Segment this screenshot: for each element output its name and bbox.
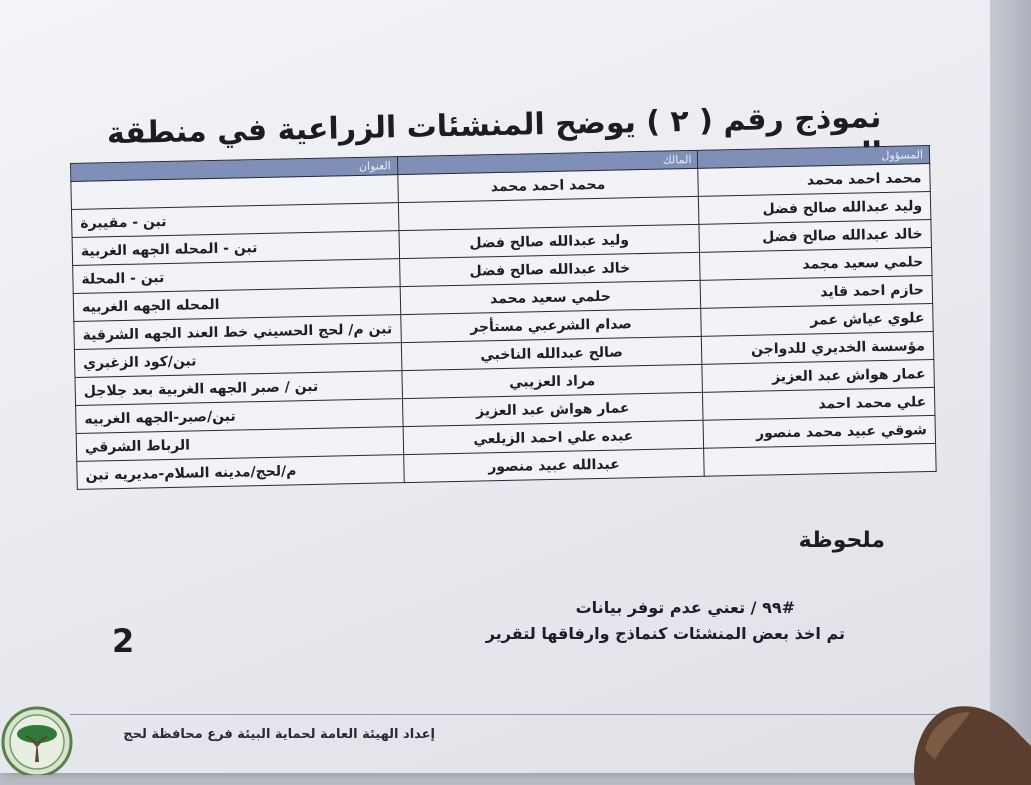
cell-responsible: محمد احمد محمد xyxy=(698,163,930,196)
cell-owner: حلمي سعيد محمد xyxy=(400,280,701,314)
cell-address: المحله الجهه الغربيه xyxy=(73,287,400,322)
footer-text: إعداد الهيئة العامة لحماية البيئة فرع محافظة لحج xyxy=(123,727,435,742)
cell-owner: وليد عبدالله صالح فضل xyxy=(399,224,700,258)
facilities-table xyxy=(70,145,937,490)
cell-address: تبن - مقيبرة xyxy=(71,203,398,238)
cell-address: تبن - المحلة xyxy=(73,259,400,294)
header-owner: المالك xyxy=(397,150,698,174)
cell-responsible: علوي عياش عمر xyxy=(701,303,933,336)
cell-responsible: عمار هواش عبد العزيز xyxy=(702,359,934,392)
cell-address: الرباط الشرقي xyxy=(76,427,403,462)
background-edge xyxy=(990,0,1031,773)
tree-logo-icon xyxy=(0,700,75,775)
cell-address: تبن / صبر الجهه الغربية بعد جلاجل xyxy=(75,371,402,406)
cell-responsible: شوقي عبيد محمد منصور xyxy=(703,415,935,448)
thumb-icon xyxy=(905,690,1031,785)
cell-owner: مراد العزيبي xyxy=(402,364,703,398)
cell-responsible: حلمي سعيد مجمد xyxy=(700,247,932,280)
facilities-table-wrapper xyxy=(70,145,937,490)
cell-owner: محمد احمد محمد xyxy=(397,168,698,202)
cell-owner: عبده علي احمد الزيلعي xyxy=(403,420,704,454)
cell-responsible xyxy=(704,443,936,476)
cell-owner: صالح عبدالله الناخبي xyxy=(401,336,702,370)
title-line-1: نموذج رقم ( ٢ ) يوضح المنشئات الزراعية في منطقة xyxy=(106,100,882,152)
note-heading: ملحوظة xyxy=(798,528,885,553)
cell-owner: خالد عبدالله صالح فضل xyxy=(399,252,700,286)
note-line-1: #٩٩ / تعني عدم توفر بيانات xyxy=(575,598,795,617)
cell-responsible: وليد عبدالله صالح فضل xyxy=(699,191,931,224)
note-line-2: تم اخذ بعض المنشئات كنماذج وارفاقها لتقرير xyxy=(485,624,845,643)
cell-responsible: علي محمد احمد xyxy=(703,387,935,420)
header-address: العنوان xyxy=(71,157,398,182)
cell-responsible: مؤسسة الخديري للدواجن xyxy=(702,331,934,364)
cell-responsible: خالد عبدالله صالح فضل xyxy=(699,219,931,252)
cell-owner: عبدالله عبيد منصور xyxy=(403,448,704,482)
cell-address: تبن م/ لحج الحسيني خط العند الجهه الشرقية xyxy=(74,315,401,350)
cell-address: تبن/صبر-الجهه الغربيه xyxy=(76,399,403,434)
cell-address: تبن - المحله الجهه الغربية xyxy=(72,231,399,266)
cell-owner: عمار هواش عبد العزيز xyxy=(402,392,703,426)
cell-owner: صدام الشرعبي مستأجر xyxy=(400,308,701,342)
page-number: 2 xyxy=(112,622,135,660)
cell-address: م/لحج/مدينه السلام-مديريه تبن xyxy=(77,455,404,490)
cell-address: تبن/كود الزغبري xyxy=(74,343,401,378)
cell-responsible: حازم احمد قايد xyxy=(700,275,932,308)
header-responsible: المسؤول xyxy=(698,145,930,168)
footer-divider xyxy=(70,714,990,715)
